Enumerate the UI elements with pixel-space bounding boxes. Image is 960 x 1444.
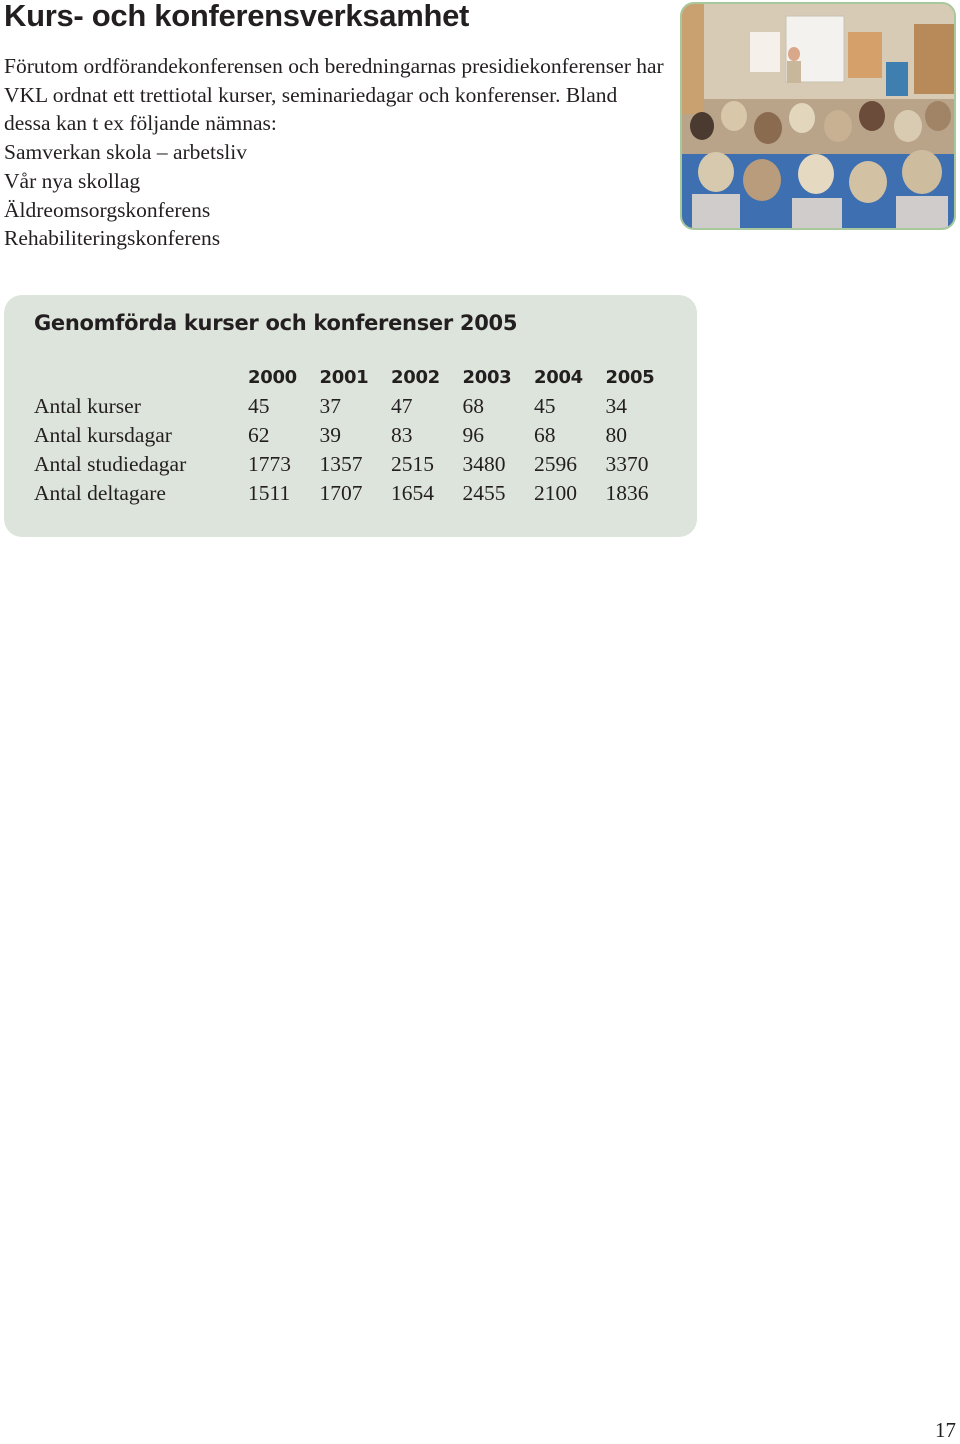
table-row	[34, 450, 677, 479]
table-cell: 62	[248, 423, 270, 447]
event-list	[4, 138, 664, 253]
row-label: Antal studiedagar	[34, 452, 187, 476]
year-header: 2000	[248, 366, 297, 388]
row-label-header	[34, 362, 248, 392]
table-cell: 1511	[248, 481, 291, 505]
year-header: 2003	[462, 366, 512, 388]
table-cell: 3370	[605, 452, 649, 476]
table-cell: 83	[391, 423, 413, 447]
table-cell: 68	[534, 423, 556, 447]
table-cell: 2515	[391, 452, 434, 476]
intro-text	[4, 52, 664, 253]
list-item: Vår nya skollag	[4, 168, 141, 193]
intro-paragraph: Förutom ordförandekonferensen och beredningarnas presidiekonferenser har VKL ordnat ett trettiotal kurser, seminariedagar och konferenser. Bland dessa kan t ex följande nämnas:	[4, 54, 664, 136]
row-label: Antal deltagare	[34, 481, 166, 505]
list-item: Rehabiliteringskonferens	[4, 226, 221, 251]
table-cell: 1707	[319, 481, 363, 505]
statistics-table	[34, 362, 677, 508]
year-header: 2001	[319, 366, 369, 388]
table-row	[34, 479, 677, 508]
conference-photo-illustration	[682, 4, 954, 228]
statistics-panel	[4, 295, 697, 537]
table-cell: 39	[319, 423, 341, 447]
row-label: Antal kursdagar	[34, 423, 172, 447]
table-cell: 2100	[534, 481, 577, 505]
table-row	[34, 392, 677, 421]
page-number: 17	[935, 1418, 956, 1442]
year-header: 2002	[391, 366, 440, 388]
table-cell: 3480	[462, 452, 506, 476]
year-header: 2004	[534, 366, 583, 388]
table-cell: 1654	[391, 481, 434, 505]
table-row	[34, 421, 677, 450]
statistics-title: Genomförda kurser och konferenser 2005	[34, 311, 518, 335]
table-cell: 37	[319, 394, 341, 418]
table-cell: 2596	[534, 452, 577, 476]
year-header: 2005	[605, 366, 655, 388]
table-cell: 45	[248, 394, 270, 418]
table-cell: 68	[462, 394, 484, 418]
table-cell: 45	[534, 394, 556, 418]
page-title: Kurs- och konferensverksamhet	[4, 0, 470, 33]
list-item: Samverkan skola – arbetsliv	[4, 140, 248, 165]
table-cell: 1773	[248, 452, 291, 476]
table-header-row	[34, 362, 677, 392]
conference-photo	[680, 2, 956, 230]
table-cell: 1836	[605, 481, 649, 505]
table-cell: 80	[605, 423, 627, 447]
table-cell: 47	[391, 394, 413, 418]
table-cell: 2455	[462, 481, 506, 505]
table-cell: 96	[462, 423, 484, 447]
row-label: Antal kurser	[34, 394, 141, 418]
table-cell: 1357	[319, 452, 363, 476]
table-cell: 34	[605, 394, 627, 418]
list-item: Äldreomsorgskonferens	[4, 197, 211, 222]
